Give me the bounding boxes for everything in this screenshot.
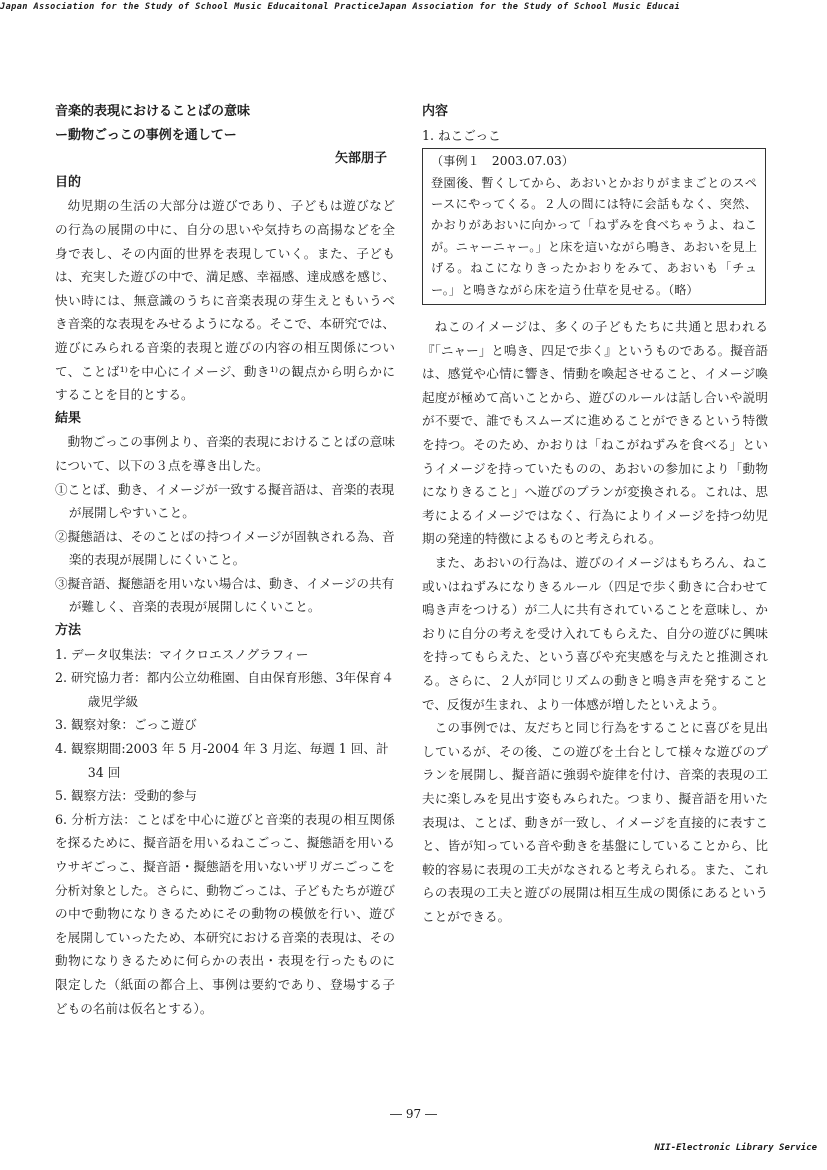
left-column (55, 100, 395, 1020)
body-paragraph-2: また、あおいの行為は、遊びのイメージはもちろん、ねこ或いはねずみになりきるルール（四足で歩く動きに合わせて鳴き声をつける）が二人に共有されていることを意味し、かおりに自分の考えを受け入れてもらえた、自分の遊びに興味を持ってもらえた、という喜びや充実感を与えたと推測される。さらに、２人が同じリズムの動きと鳴き声を発することで、反復が生まれ、より一体感が増したといえよう。 (422, 554, 768, 712)
results-paragraph: 動物ごっこの事例より、音楽的表現におけることばの意味について、以下の３点を導き出した。 (55, 434, 395, 473)
method-item: 1. データ収集法：マイクロエスノグラフィー (55, 646, 309, 662)
author-name: 矢部朋子 (334, 151, 387, 167)
results-item: ①ことば、動き、イメージが一致する擬音語は、音楽的表現が展開しやすいこと。 (55, 481, 395, 521)
case-text: 登園後、暫くしてから、あおいとかおりがままごとのスペースにやってくる。２人の間には特に会話もなく、突然、かおりがあおいに向かって「ねずみを食べちゃうよ、ねこが。ニャーニャー。」と床を這いながら鳴き、あおいを見上げる。ねこになりきったかおりをみて、あおいも「チュー。」と鳴きながら床を這う仕草を見せる。（略） (431, 175, 757, 297)
method-heading: 方法 (55, 623, 82, 639)
case-label: （事例１ 2003.07.03） (431, 154, 574, 169)
results-heading: 結果 (55, 410, 82, 426)
purpose-paragraph: 幼児期の生活の大部分は遊びであり、子どもは遊びなどの行為の展開の中に、自分の思いや気持ちの高揚などを全身で表し、その内面的世界を表現していく。また、子どもは、充実した遊びの中で、満足感、幸福感、達成感を感じ、快い時には、無意識のうちに音楽表現の芽生えともいうべき音楽的な表現をみせるようになる。そこで、本研究では、遊びにみられる音楽的表現と遊びの内容の相互関係について、ことば¹⁾を中心にイメージ、動き¹⁾の観点から明らかにすることを目的とする。 (55, 198, 395, 403)
method-item: 5. 観察方法：受動的参与 (55, 788, 197, 804)
results-item: ②擬態語は、そのことばの持つイメージが固執される為、音楽的表現が展開しにくいこと。 (55, 528, 395, 568)
content-heading: 内容 (422, 104, 449, 119)
page-number: ― 97 ― (390, 1107, 437, 1121)
case-box (422, 148, 766, 305)
section-heading: 1. ねこごっこ (422, 127, 501, 143)
running-header: Japan Association for the Study of School Music Educaitonal PracticeJapan Association for the Study of School Music Educai (0, 2, 681, 12)
paper-title: 音楽的表現におけることばの意味 (55, 104, 251, 119)
footer-credit: NII-Electronic Library Service (654, 1143, 817, 1153)
purpose-heading: 目的 (55, 174, 82, 190)
body-paragraph-3: この事例では、友だちと同じ行為をすることに喜びを見出しているが、その後、この遊びを土台として様々な遊びのプランを展開し、擬音語に強弱や旋律を付け、音楽的表現の工夫に楽しみを見出す姿もみられた。つまり、擬音語を用いた表現は、ことば、動きが一致し、イメージを直接的に表すこと、皆が知っている音や動きを基盤にしていることから、比較的容易に表現の工夫がなされると考えられる。また、これらの表現の工夫と遊びの展開は相互生成の関係にあるということができる。 (422, 720, 768, 924)
body-paragraph-1: ねこのイメージは、多くの子どもたちに共通と思われる『「ニャー」と鳴き、四足で歩く』というものである。擬音語は、感覚や心情に響き、情動を喚起させること、イメージ喚起度が極めて高いことから、遊びのルールは話し合いや説明が不要で、誰でもスムーズに進めることができるという特徴を持つ。そのため、かおりは「ねこがねずみを食べる」というイメージを持っていたものの、あおいの参加により「動物になりきること」へ遊びのプランが変換される。これは、思考によるイメージではなく、行為によりイメージを持つ幼児期の発達的特徴によるものと考えられる。 (422, 319, 768, 547)
method-analysis-paragraph: 6. 分析方法：ことばを中心に遊びと音楽的表現の相互関係を探るために、擬音語を用いるねこごっこ、擬態語を用いるウサギごっこ、擬音語・擬態語を用いないザリガニごっこを分析対象とした。さらに、動物ごっこは、子どもたちが遊びの中で動物になりきるためにその動物の模倣を行い、遊びを展開していったため、本研究における音楽的表現は、その動物になりきるために何らかの表出・表現を行ったものに限定した（紙面の都合上、事例は要約であり、登場する子どもの名前は仮名とする）。 (55, 811, 396, 1016)
results-item: ③擬音語、擬態語を用いない場合は、動き、イメージの共有が難しく、音楽的表現が展開しにくいこと。 (55, 575, 395, 615)
method-item: 4. 観察期間:2003 年 5 月-2004 年 3 月迄、毎週 1 回、計 34 回 (55, 741, 389, 780)
method-item: 3. 観察対象：ごっこ遊び (55, 717, 197, 733)
paper-subtitle: ー動物ごっこの事例を通してー (55, 127, 237, 143)
method-item: 2. 研究協力者：都内公立幼稚園、自由保育形態、3年保育４歳児学級 (55, 670, 394, 709)
right-column (422, 100, 768, 928)
